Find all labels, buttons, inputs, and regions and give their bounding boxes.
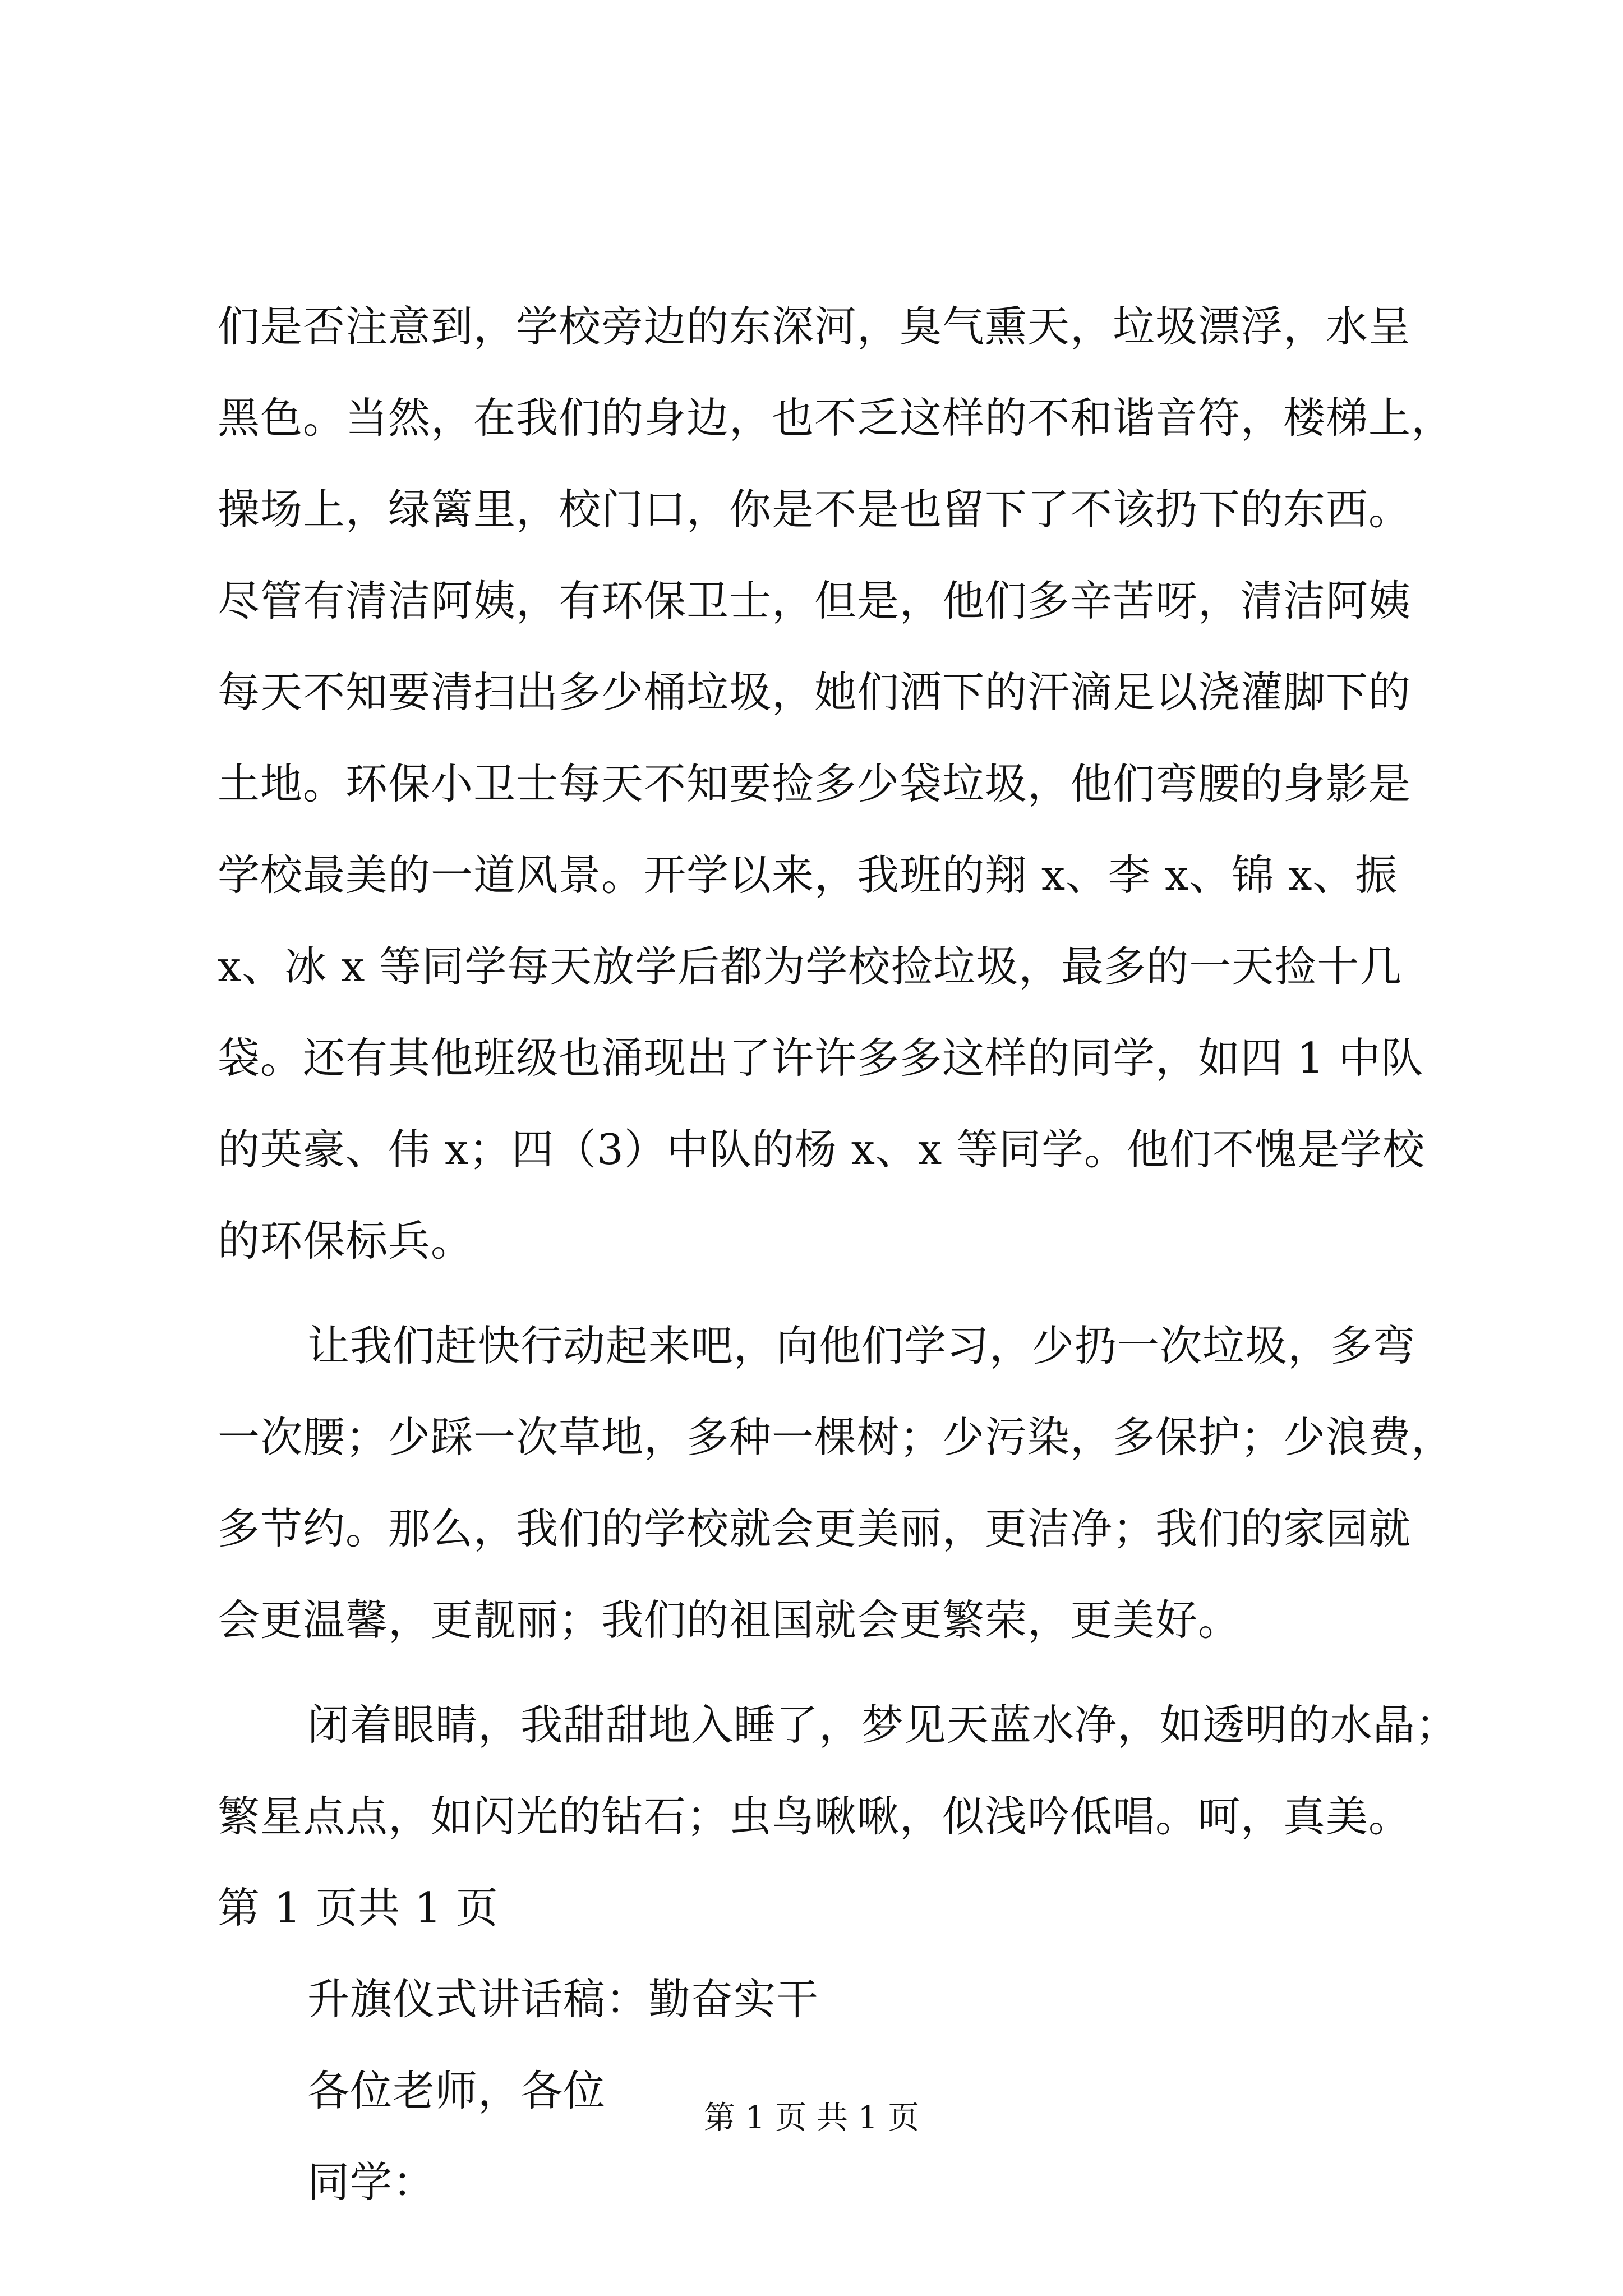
speech-title: 升旗仪式讲话稿：勤奋实干 bbox=[307, 1975, 819, 2024]
text-line: 黑色。当然，在我们的身边，也不乏这样的不和谐音符，楼梯上， bbox=[218, 393, 1454, 443]
salutation-line: 各位老师，各位 bbox=[307, 2066, 606, 2115]
text-line: 尽管有清洁阿姨，有环保卫士，但是，他们多辛苦呀，清洁阿姨 bbox=[218, 576, 1412, 625]
paragraph-first-line: 闭着眼睛，我甜甜地入睡了，梦见天蓝水净，如透明的水晶； bbox=[307, 1700, 1459, 1750]
inline-page-number: 第 1 页共 1 页 bbox=[218, 1883, 499, 1932]
text-line: 繁星点点，如闪光的钻石；虫鸟啾啾，似浅吟低唱。呵，真美。 bbox=[218, 1792, 1412, 1841]
text-line: 每天不知要清扫出多少桶垃圾，她们洒下的汗滴足以浇灌脚下的 bbox=[218, 668, 1412, 717]
text-line: 们是否注意到，学校旁边的东深河，臭气熏天，垃圾漂浮，水呈 bbox=[218, 302, 1412, 351]
text-line: 操场上，绿篱里，校门口，你是不是也留下了不该扔下的东西。 bbox=[218, 485, 1412, 534]
text-line: 的英豪、伟 x；四（3）中队的杨 x、x 等同学。他们不愧是学校 bbox=[218, 1125, 1426, 1174]
document-body bbox=[218, 302, 1459, 2207]
text-line: 袋。还有其他班级也涌现出了许许多多这样的同学，如四 1 中队 bbox=[218, 1033, 1424, 1083]
text-line: 一次腰；少踩一次草地，多种一棵树；少污染，多保护；少浪费， bbox=[218, 1412, 1454, 1462]
text-line: 会更温馨，更靓丽；我们的祖国就会更繁荣，更美好。 bbox=[218, 1595, 1241, 1645]
text-line: x、冰 x 等同学每天放学后都为学校捡垃圾，最多的一天捡十几 bbox=[218, 942, 1403, 991]
page-footer: 第 1 页 共 1 页 bbox=[703, 2100, 920, 2136]
salutation-line: 同学： bbox=[307, 2157, 436, 2207]
paragraph-first-line: 让我们赶快行动起来吧，向他们学习，少扔一次垃圾，多弯 bbox=[307, 1321, 1416, 1370]
text-line: 学校最美的一道风景。开学以来，我班的翔 x、李 x、锦 x、振 bbox=[218, 850, 1398, 900]
text-line: 土地。环保小卫士每天不知要捡多少袋垃圾，他们弯腰的身影是 bbox=[218, 759, 1412, 808]
text-line: 的环保标兵。 bbox=[218, 1216, 474, 1266]
text-line: 多节约。那么，我们的学校就会更美丽，更洁净；我们的家园就 bbox=[218, 1504, 1412, 1553]
